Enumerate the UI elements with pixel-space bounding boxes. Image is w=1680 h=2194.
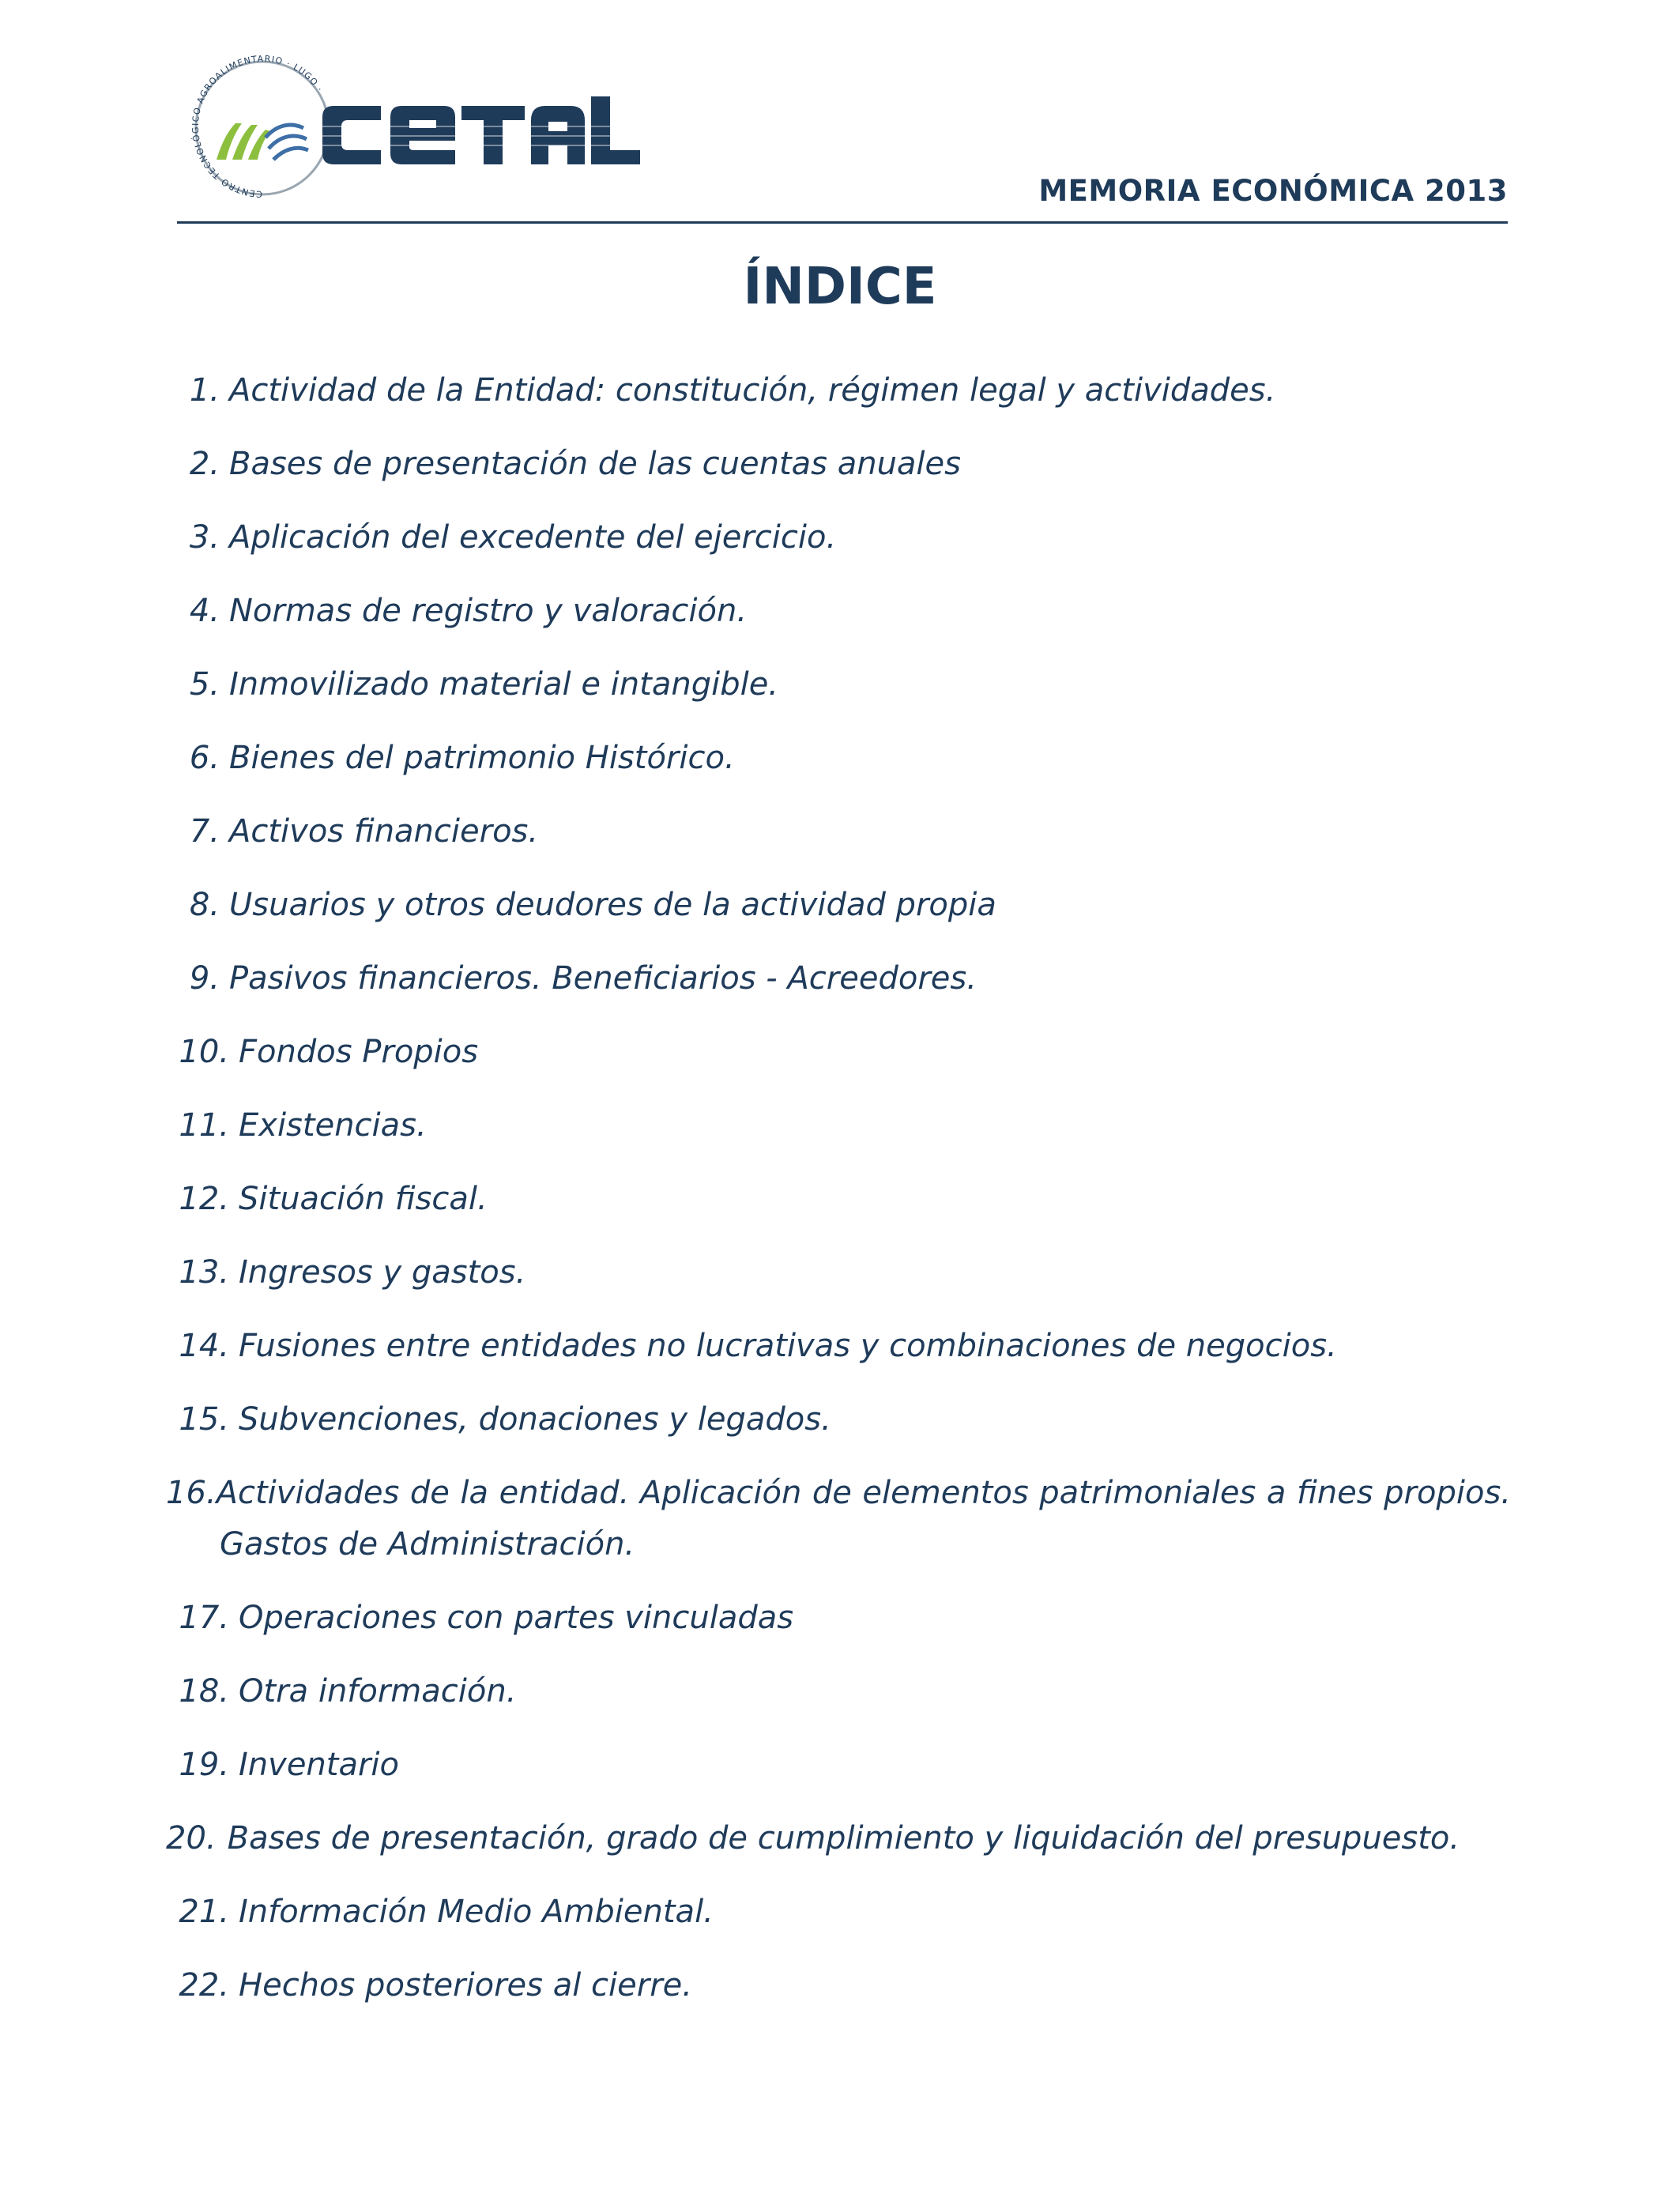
index-heading: ÍNDICE <box>743 258 937 316</box>
toc-entry-number: 19. <box>179 1747 229 1783</box>
toc-entry-number: 15. <box>179 1401 229 1438</box>
toc-entry-number: 6. <box>189 740 220 776</box>
logo-text: CETAL <box>183 49 186 50</box>
toc-entry-text: Hechos posteriores al cierre. <box>239 1967 692 2004</box>
toc-entry <box>166 1593 1511 1644</box>
toc-entry-text: Subvenciones, donaciones y legados. <box>239 1401 831 1438</box>
toc-entry <box>166 586 1511 637</box>
svg-text:CENTRO TECNOLÓGICO AGROALIMENT <box>190 54 326 199</box>
header-divider <box>177 221 1508 224</box>
toc-entry-text: Activos financieros. <box>229 813 539 850</box>
toc-entry-text: Ingresos y gastos. <box>239 1254 526 1291</box>
toc-entry <box>166 1027 1511 1078</box>
toc-entry-number: 5. <box>189 666 220 703</box>
toc-entry-number: 13. <box>179 1254 229 1291</box>
toc-entry-text: Actividades de la entidad. Aplicación de elementos patrimoniales a fines propios. Gastos de Administración. <box>216 1475 1511 1563</box>
toc-entry-text: Bases de presentación, grado de cumplimiento y liquidación del presupuesto. <box>227 1820 1460 1857</box>
toc-entry-text: Actividad de la Entidad: constitución, régimen legal y actividades. <box>229 372 1276 409</box>
toc-entry <box>166 1247 1511 1299</box>
toc-entry-number: 3. <box>189 519 220 556</box>
toc-entry <box>166 733 1511 784</box>
toc-entry-text: Inmovilizado material e intangible. <box>229 666 779 703</box>
toc-entry-text: Fondos Propios <box>239 1034 479 1070</box>
table-of-contents <box>166 365 1511 2034</box>
toc-entry-number: 2. <box>189 446 220 482</box>
logo-ring-text: CENTRO TECNOLÓGICO AGROALIMENTARIO · LUGO · <box>190 53 326 200</box>
toc-entry-text: Otra información. <box>239 1673 517 1710</box>
toc-entry-text: Pasivos financieros. Beneficiarios - Acreedores. <box>229 960 977 997</box>
toc-entry-text: Operaciones con partes vinculadas <box>239 1600 794 1636</box>
toc-entry-text: Inventario <box>239 1747 400 1783</box>
toc-entry-number: 8. <box>189 887 220 923</box>
toc-entry <box>166 1321 1511 1372</box>
toc-entry-number: 20. <box>166 1820 217 1857</box>
toc-entry-text: Bases de presentación de las cuentas anuales <box>229 446 961 482</box>
toc-entry <box>166 1960 1511 2011</box>
toc-entry <box>166 806 1511 858</box>
toc-entry-text: Normas de registro y valoración. <box>229 593 748 629</box>
toc-entry-number: 18. <box>179 1673 229 1710</box>
toc-entry <box>166 880 1511 931</box>
toc-entry-text: Fusiones entre entidades no lucrativas y combinaciones de negocios. <box>239 1328 1337 1364</box>
toc-entry <box>166 953 1511 1005</box>
toc-entry-text: Situación fiscal. <box>239 1181 488 1217</box>
toc-entry-number: 1. <box>189 372 220 409</box>
toc-entry-text: Usuarios y otros deudores de la actividad propia <box>229 887 996 923</box>
toc-entry <box>166 1740 1511 1791</box>
document-title: MEMORIA ECONÓMICA 2013 <box>1038 174 1508 208</box>
toc-entry-number: 17. <box>179 1600 229 1636</box>
toc-entry <box>166 1394 1511 1446</box>
toc-entry-number: 4. <box>189 593 220 629</box>
toc-entry-text: Información Medio Ambiental. <box>239 1894 714 1930</box>
toc-entry <box>166 365 1511 417</box>
toc-entry-number: 16. <box>166 1475 217 1511</box>
toc-entry-number: 14. <box>179 1328 229 1364</box>
toc-entry <box>166 1887 1511 1938</box>
toc-entry-number: 7. <box>189 813 220 850</box>
toc-entry-text: Aplicación del excedente del ejercicio. <box>229 519 837 556</box>
toc-entry <box>166 1100 1511 1152</box>
toc-entry-text: Existencias. <box>239 1107 427 1144</box>
toc-entry-number: 10. <box>179 1034 229 1070</box>
cetal-logo <box>183 49 642 207</box>
toc-entry-number: 22. <box>179 1967 229 2004</box>
toc-entry-number: 11. <box>179 1107 229 1144</box>
toc-entry-number: 12. <box>179 1181 229 1217</box>
toc-entry <box>166 659 1511 711</box>
toc-entry <box>166 1174 1511 1225</box>
toc-entry-number: 21. <box>179 1894 229 1930</box>
toc-entry <box>166 439 1511 490</box>
toc-entry <box>166 512 1511 564</box>
toc-entry-number: 9. <box>189 960 220 997</box>
toc-entry <box>166 1666 1511 1717</box>
toc-entry <box>166 1468 1511 1570</box>
toc-entry-text: Bienes del patrimonio Histórico. <box>229 740 735 776</box>
toc-entry <box>166 1813 1511 1864</box>
